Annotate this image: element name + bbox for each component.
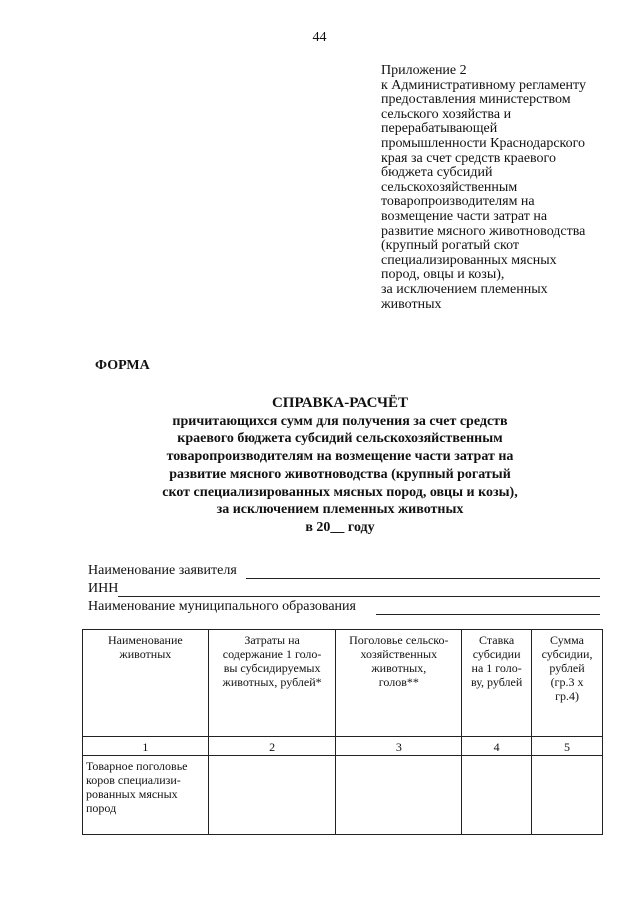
- municipality-label: Наименование муниципального образования: [88, 599, 356, 614]
- column-number: 2: [208, 737, 336, 756]
- appendix-line: (крупный рогатый скот: [381, 238, 520, 254]
- appendix-line: за исключением племенных: [381, 281, 548, 297]
- appendix-note: [381, 64, 621, 312]
- appendix-line: предоставления министерством: [381, 92, 571, 108]
- inn-label: ИНН: [88, 581, 119, 596]
- appendix-line: возмещение части затрат на: [381, 208, 548, 224]
- municipality-input-line[interactable]: [376, 614, 600, 615]
- appendix-line: сельскохозяйственным: [381, 179, 518, 195]
- subtitle-line: в 20__ году: [305, 519, 375, 535]
- form-label: ФОРМА: [95, 358, 150, 373]
- appendix-line: бюджета субсидий: [381, 165, 493, 181]
- column-number: 3: [336, 737, 462, 756]
- header-subsidy-rate: Ставка субсидии на 1 голо- ву, рублей: [462, 630, 532, 737]
- subtitle-line: за исключением племенных животных: [216, 502, 464, 518]
- row-label: Товарное поголовье коров специализи- рованных мясных пород: [83, 756, 209, 835]
- header-animals: Наименование животных: [83, 630, 209, 737]
- applicant-label: Наименование заявителя: [88, 563, 237, 578]
- appendix-line: пород, овцы и козы),: [381, 267, 505, 283]
- appendix-line: товаропроизводителям на: [381, 194, 535, 210]
- appendix-line: к Административному регламенту: [381, 77, 586, 93]
- cell-livestock-count[interactable]: [336, 756, 462, 835]
- municipality-field: [88, 599, 600, 617]
- header-costs-per-head: Затраты на содержание 1 голо- вы субсидируемых животных, рублей*: [208, 630, 336, 737]
- appendix-line: Приложение 2: [381, 63, 467, 78]
- header-subsidy-sum: Сумма субсидии, рублей (гр.3 х гр.4): [532, 630, 603, 737]
- applicant-field: [88, 563, 600, 581]
- appendix-line: перерабатывающей: [381, 121, 498, 137]
- inn-field: [88, 581, 600, 599]
- document-title-block: [140, 395, 540, 537]
- subtitle-line: причитающихся сумм для получения за счет средств: [172, 413, 508, 429]
- subtitle-line: развитие мясного животноводства (крупный рогатый: [169, 466, 511, 482]
- inn-input-line[interactable]: [118, 596, 600, 597]
- appendix-line: промышленности Краснодарского: [381, 135, 586, 151]
- subtitle-line: краевого бюджета субсидий сельскохозяйственным: [177, 431, 503, 447]
- subtitle-line: скот специализированных мясных пород, овцы и козы),: [162, 484, 518, 500]
- calculation-table: [82, 629, 603, 835]
- appendix-line: сельского хозяйства и: [381, 106, 512, 122]
- column-number-row: [83, 737, 603, 756]
- subtitle-line: товаропроизводителям на возмещение части затрат на: [166, 449, 514, 465]
- cell-costs-per-head[interactable]: [208, 756, 336, 835]
- table-header-row: [83, 630, 603, 737]
- column-number: 1: [83, 737, 209, 756]
- column-number: 4: [462, 737, 532, 756]
- page-number: 44: [312, 30, 327, 45]
- cell-subsidy-rate[interactable]: [462, 756, 532, 835]
- document-title: СПРАВКА-РАСЧЁТ: [271, 395, 409, 411]
- applicant-input-line[interactable]: [246, 578, 600, 579]
- appendix-line: развитие мясного животноводства: [381, 223, 586, 239]
- appendix-line: края за счет средств краевого: [381, 150, 556, 166]
- cell-subsidy-sum[interactable]: [532, 756, 603, 835]
- appendix-line: животных: [381, 296, 442, 312]
- header-livestock-count: Поголовье сельско- хозяйственных животных, голов**: [336, 630, 462, 737]
- appendix-line: специализированных мясных: [381, 252, 557, 268]
- table-row: [83, 756, 603, 835]
- column-number: 5: [532, 737, 603, 756]
